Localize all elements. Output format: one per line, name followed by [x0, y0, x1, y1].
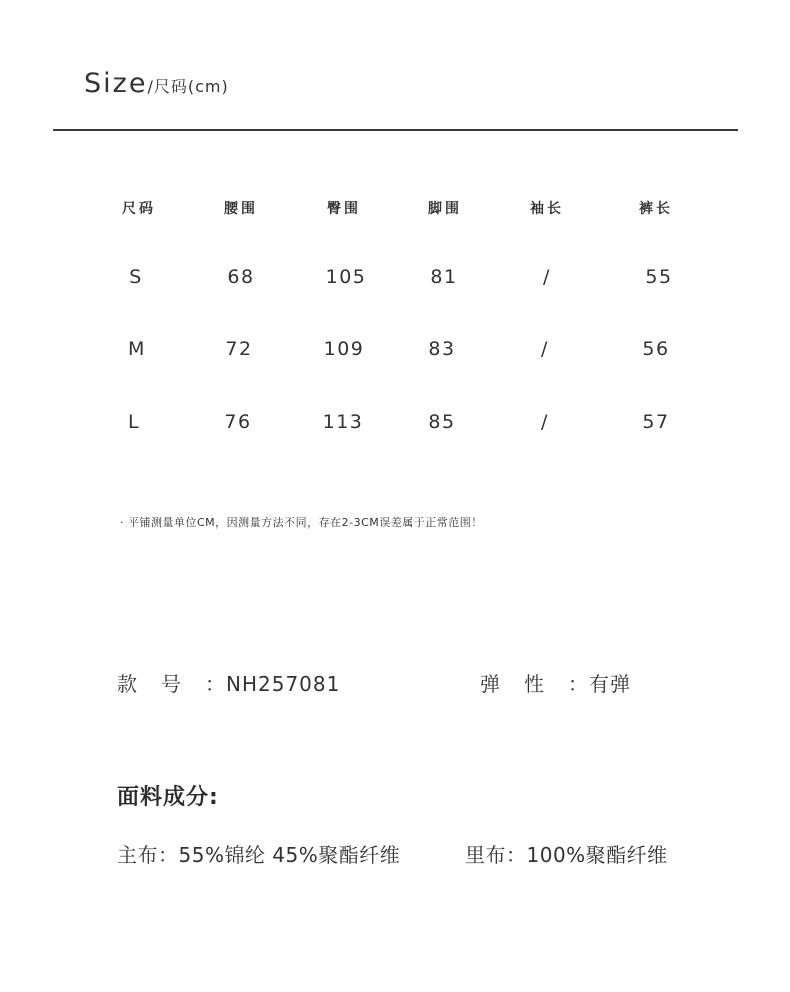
- table-header-cell: 腰围: [224, 201, 258, 217]
- elasticity-separator: ：: [568, 672, 589, 696]
- table-cell: /: [541, 411, 549, 433]
- table-cell: 76: [224, 411, 252, 433]
- table-cell: /: [541, 338, 549, 360]
- table-cell: 57: [642, 411, 670, 433]
- table-cell: 105: [325, 266, 367, 288]
- table-header-cell: 脚围: [428, 201, 462, 217]
- fabric-main: 主布：55%锦纶 45%聚酯纤维: [117, 843, 401, 867]
- size-table: [0, 0, 790, 460]
- table-cell: 85: [428, 411, 456, 433]
- table-cell: 81: [430, 266, 458, 288]
- style-number: [117, 668, 340, 697]
- elasticity-label: 弹性: [480, 672, 568, 696]
- table-cell: 113: [322, 411, 364, 433]
- page-title: Size: [84, 68, 148, 99]
- style-number-label: 款号: [117, 672, 205, 696]
- table-cell: L: [127, 411, 141, 433]
- table-cell: 83: [428, 338, 456, 360]
- page-subtitle: /尺码(cm): [147, 77, 229, 96]
- table-cell: M: [128, 338, 146, 360]
- table-cell: S: [129, 266, 143, 288]
- style-number-separator: ：: [205, 672, 226, 696]
- style-number-value: NH257081: [226, 672, 341, 696]
- table-header-cell: 尺码: [122, 201, 156, 217]
- table-header-cell: 臀围: [327, 201, 361, 217]
- table-cell: /: [543, 266, 551, 288]
- elasticity: [480, 668, 631, 697]
- elasticity-value: 有弹: [589, 672, 631, 696]
- measurement-note: · 平铺测量单位CM，因测量方法不同，存在2-3CM误差属于正常范围！: [120, 516, 483, 529]
- table-cell: 72: [225, 338, 253, 360]
- fabric-lining: 里布：100%聚酯纤维: [465, 843, 668, 867]
- table-cell: 109: [323, 338, 365, 360]
- table-cell: 55: [645, 266, 673, 288]
- fabric-title: 面料成分:: [117, 785, 219, 810]
- table-header-cell: 裤长: [639, 201, 673, 217]
- table-cell: 68: [227, 266, 255, 288]
- table-cell: 56: [642, 338, 670, 360]
- table-header-cell: 袖长: [530, 201, 564, 217]
